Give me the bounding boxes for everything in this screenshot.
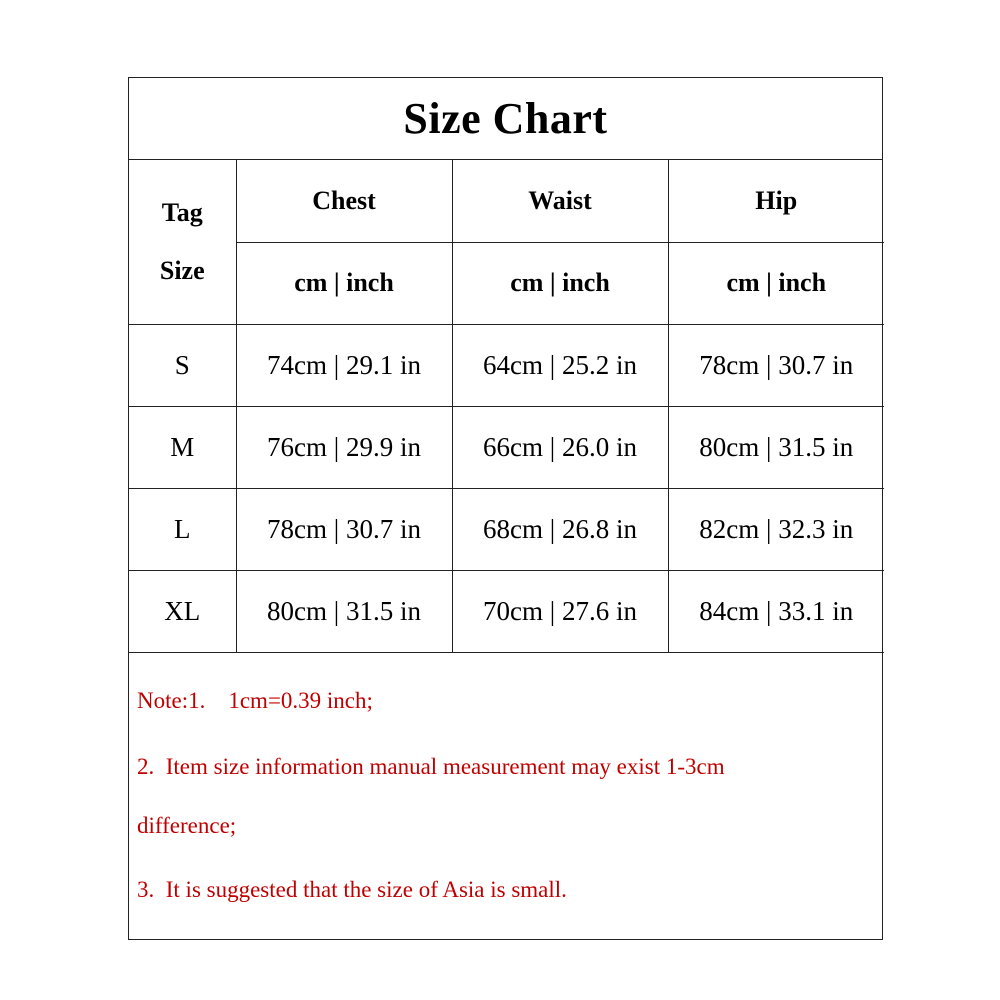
table-row	[129, 324, 884, 406]
table-row	[129, 570, 884, 652]
table-row	[129, 488, 884, 570]
hip-value: 82cm | 32.3 in	[668, 488, 884, 570]
unit-row	[129, 242, 884, 324]
unit-hip: cm | inch	[668, 242, 884, 324]
column-header-hip: Hip	[668, 160, 884, 242]
chest-value: 76cm | 29.9 in	[236, 406, 452, 488]
unit-chest: cm | inch	[236, 242, 452, 324]
chest-value: 74cm | 29.1 in	[236, 324, 452, 406]
waist-value: 64cm | 25.2 in	[452, 324, 668, 406]
column-header-waist: Waist	[452, 160, 668, 242]
waist-value: 68cm | 26.8 in	[452, 488, 668, 570]
note-line-3: difference;	[137, 813, 237, 838]
title-row	[129, 78, 882, 160]
size-table	[129, 160, 884, 653]
note-line-4: 3. It is suggested that the size of Asia is small.	[137, 877, 567, 902]
size-label: M	[129, 406, 236, 488]
size-label: L	[129, 488, 236, 570]
tag-size-header	[129, 160, 236, 324]
waist-value: 66cm | 26.0 in	[452, 406, 668, 488]
chest-value: 78cm | 30.7 in	[236, 488, 452, 570]
unit-waist: cm | inch	[452, 242, 668, 324]
column-header-chest: Chest	[236, 160, 452, 242]
note-line-1: Note:1. 1cm=0.39 inch;	[137, 688, 373, 713]
size-chart	[128, 77, 883, 940]
tag-size-line1: Tag	[161, 197, 203, 227]
notes-section	[129, 654, 882, 939]
chest-value: 80cm | 31.5 in	[236, 570, 452, 652]
size-label: S	[129, 324, 236, 406]
table-row	[129, 406, 884, 488]
hip-value: 80cm | 31.5 in	[668, 406, 884, 488]
chart-title: Size Chart	[403, 94, 608, 143]
hip-value: 78cm | 30.7 in	[668, 324, 884, 406]
hip-value: 84cm | 33.1 in	[668, 570, 884, 652]
waist-value: 70cm | 27.6 in	[452, 570, 668, 652]
size-label: XL	[129, 570, 236, 652]
note-line-2: 2. Item size information manual measurement may exist 1-3cm	[137, 754, 725, 779]
header-row	[129, 160, 884, 242]
tag-size-line2: Size	[159, 255, 205, 285]
